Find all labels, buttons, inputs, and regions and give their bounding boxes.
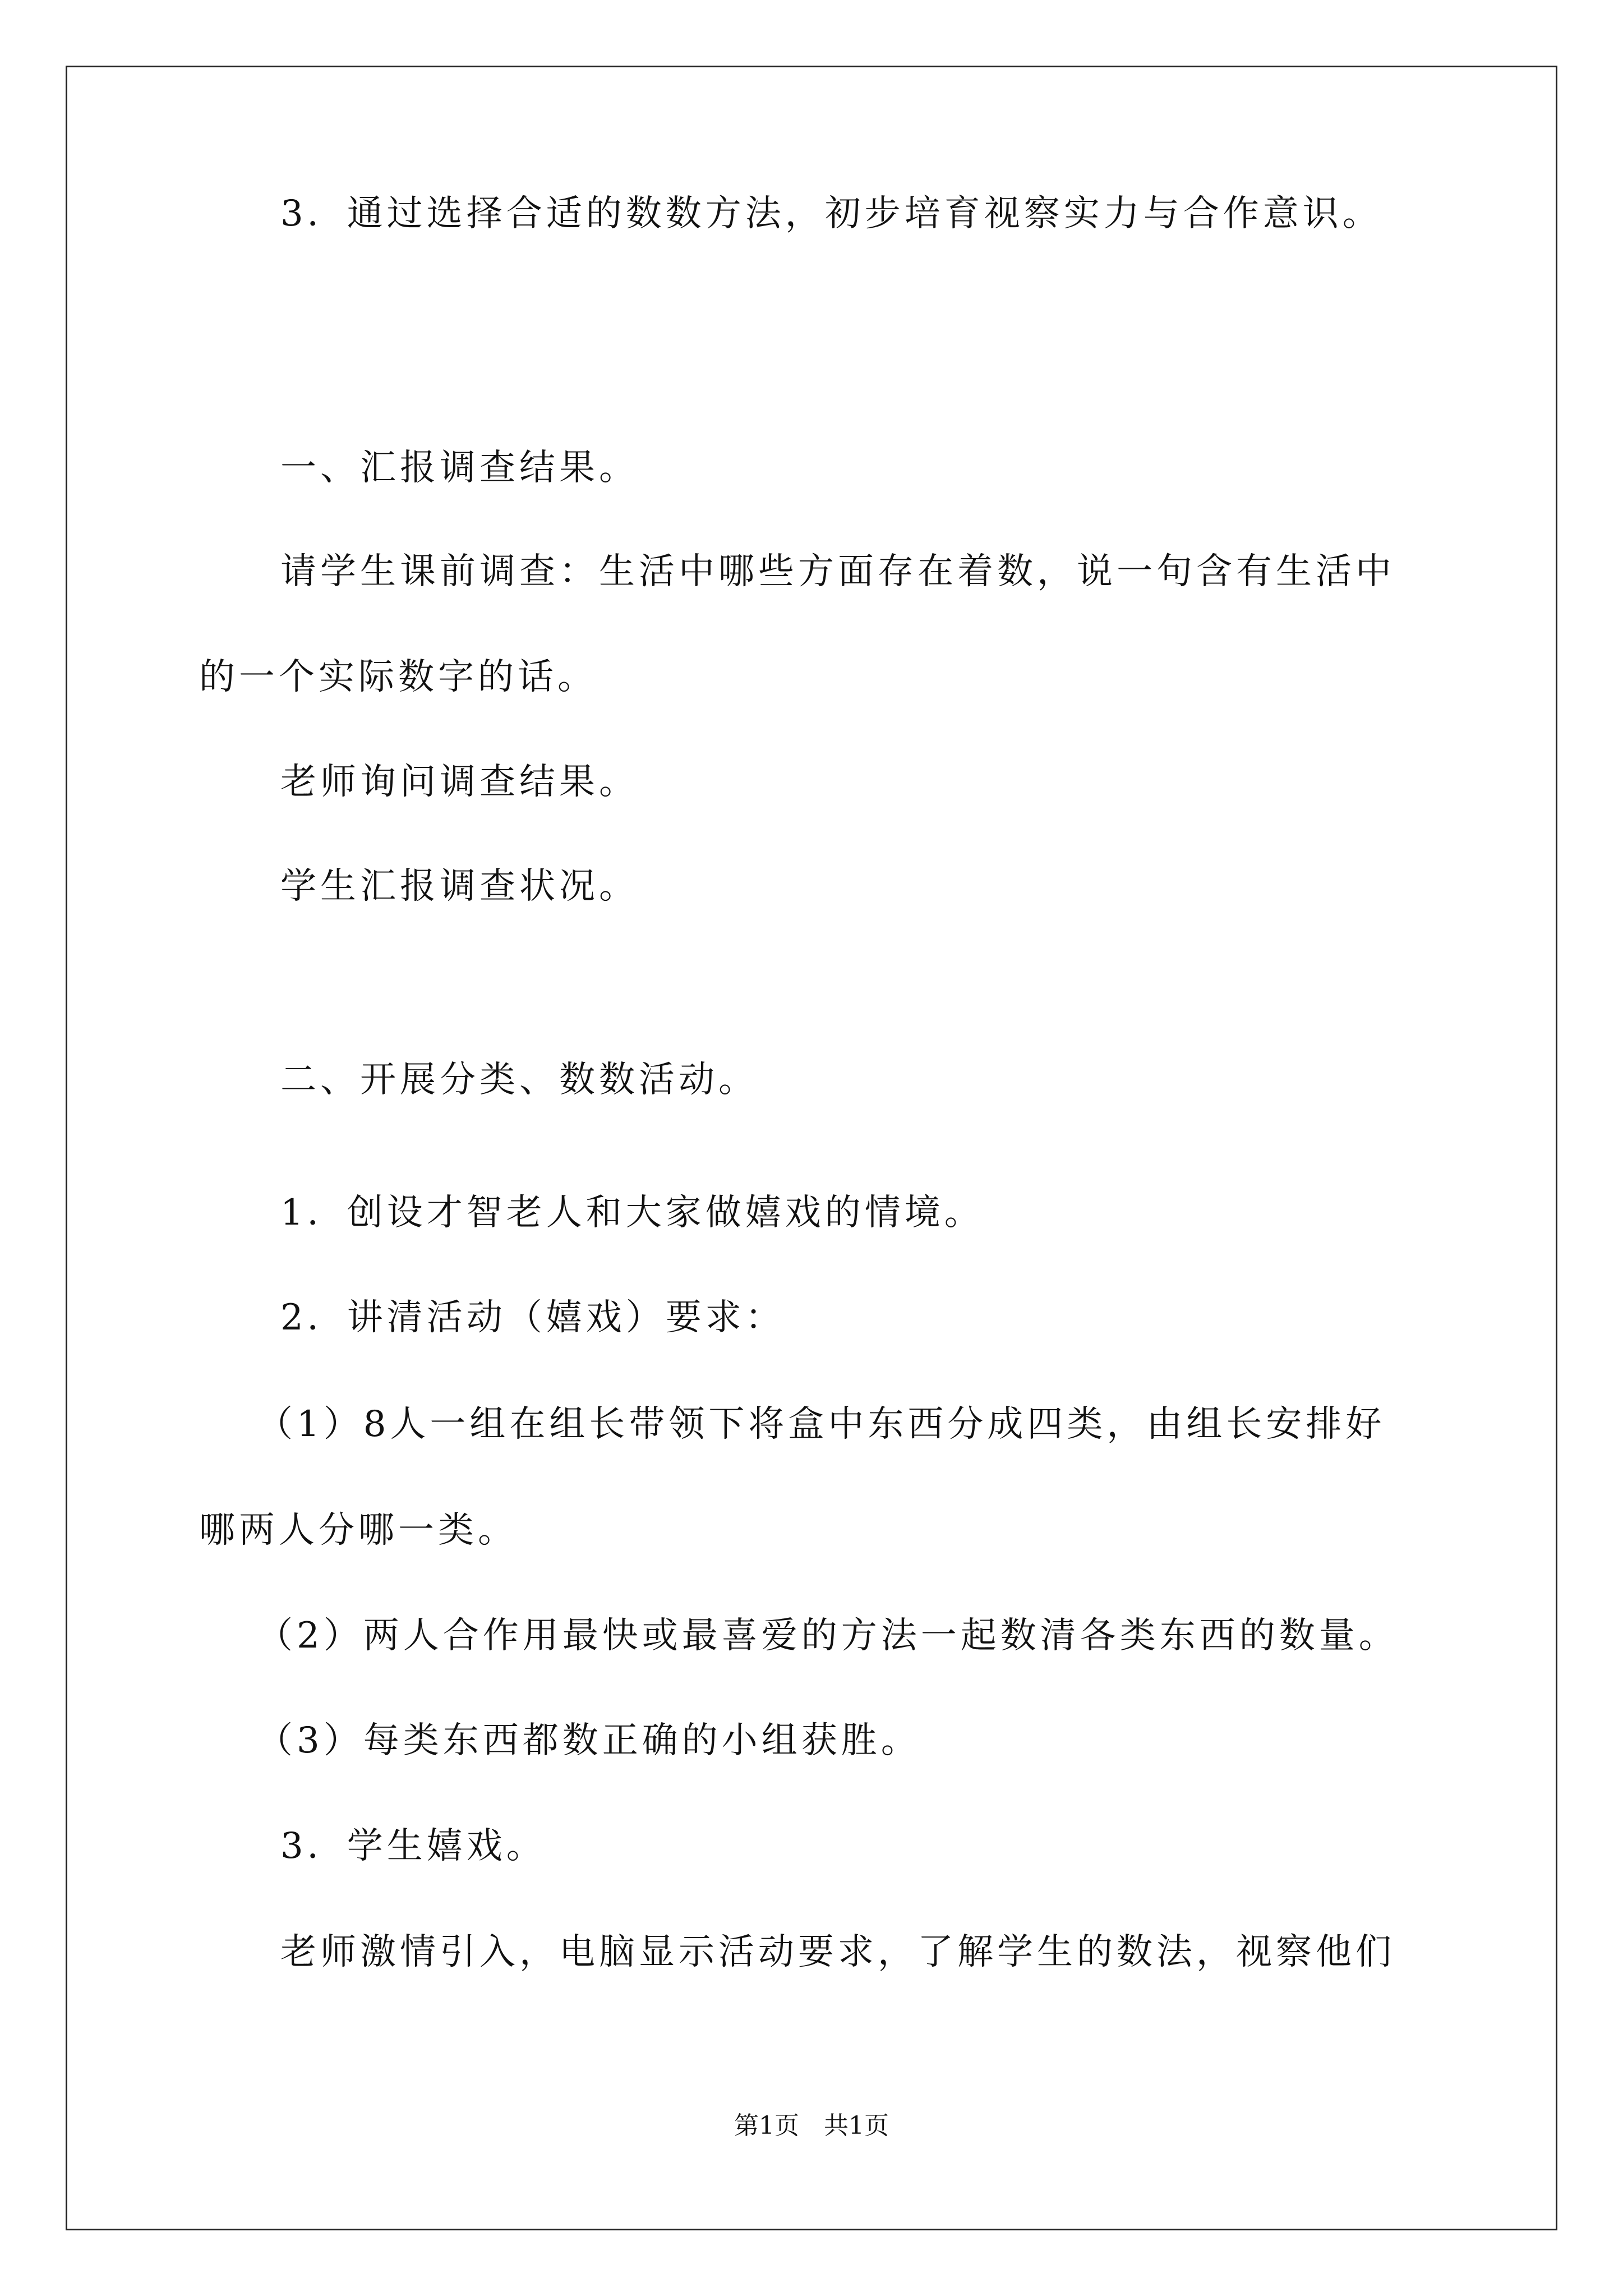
text-line: （3）每类东西都数正确的小组获胜。 [257, 1720, 921, 1761]
text-line: 请学生课前调查：生活中哪些方面存在着数，说一句含有生活中 [280, 551, 1395, 592]
section-heading: 二、开展分类、数数活动。 [280, 1059, 758, 1101]
text-line: 哪两人分哪一类。 [199, 1510, 518, 1551]
text-line: 的一个实际数字的话。 [199, 656, 597, 698]
section-heading: 一、汇报调查结果。 [280, 447, 639, 489]
page-footer: 第1页 共1页 [734, 2111, 889, 2140]
text-line: （1）8人一组在组长带领下将盒中东西分成四类，由组长安排好 [257, 1404, 1386, 1445]
text-line: 1．创设才智老人和大家做嬉戏的情境。 [280, 1192, 984, 1234]
text-line: 3．学生嬉戏。 [280, 1825, 546, 1867]
text-line: 学生汇报调查状况。 [280, 866, 639, 907]
text-line: 老师询问调查结果。 [280, 761, 639, 803]
text-line: 2．讲清活动（嬉戏）要求： [280, 1297, 785, 1338]
text-line: 老师激情引入，电脑显示活动要求，了解学生的数法，视察他们 [280, 1931, 1395, 1973]
text-line: （2）两人合作用最快或最喜爱的方法一起数清各类东西的数量。 [257, 1615, 1399, 1657]
text-line: 3．通过选择合适的数数方法，初步培育视察实力与合作意识。 [280, 193, 1382, 234]
page-frame [66, 66, 1557, 2230]
